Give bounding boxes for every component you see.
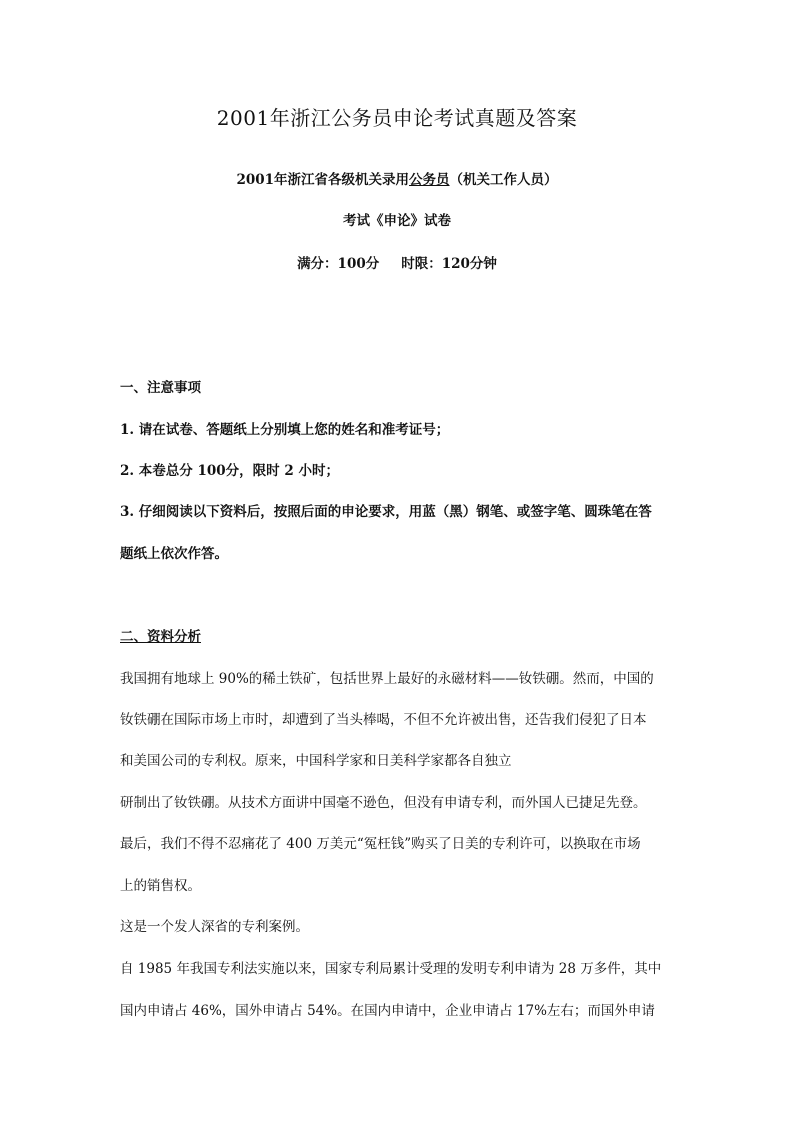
notice-item-2: 2. 本卷总分 100分，限时 2 小时； [120, 463, 339, 479]
time-limit: 时限：120分钟 [401, 256, 497, 272]
material-line-2: 钕铁硼在国际市场上市时，却遭到了当头棒喝，不但不允许被出售，还告我们侵犯了日本 [120, 712, 647, 728]
document-title: 2001年浙江公务员申论考试真题及答案 [216, 106, 578, 130]
material-line-6: 上的销售权。 [120, 878, 201, 894]
notice-heading: 一、注意事项 [120, 380, 201, 396]
material-line-3: 和美国公司的专利权。原来，中国科学家和日美科学家都各自独立 [120, 753, 512, 769]
material-heading: 二、资料分析 [120, 629, 201, 645]
subtitle-text-after: （机关工作人员） [449, 172, 558, 188]
subtitle-text-before: 2001年浙江省各级机关录用 [236, 172, 410, 188]
document-subtitle [0, 170, 794, 190]
notice-item-3: 3. 仔细阅读以下资料后，按照后面的申论要求，用蓝（黑）钢笔、或签字笔、圆珠笔在答 [120, 504, 652, 520]
exam-name: 考试《申论》试卷 [343, 213, 451, 229]
material-line-8: 自 1985 年我国专利法实施以来，国家专利局累计受理的发明专利申请为 28 万多件，其中 [120, 961, 662, 977]
subtitle-underlined-term: 公务员 [409, 172, 450, 188]
notice-item-3-continued: 题纸上依次作答。 [120, 546, 228, 562]
exam-meta [0, 254, 794, 274]
material-line-1: 我国拥有地球上 90%的稀土铁矿，包括世界上最好的永磁材料——钕铁硼。然而，中国的 [120, 671, 654, 687]
material-line-9: 国内申请占 46%，国外申请占 54%。在国内申请中，企业申请占 17%左右；而国外申请 [120, 1003, 655, 1019]
material-line-4: 研制出了钕铁硼。从技术方面讲中国毫不逊色，但没有申请专利，而外国人已捷足先登。 [120, 795, 647, 811]
material-line-5: 最后，我们不得不忍痛花了 400 万美元“冤枉钱”购买了日美的专利许可，以换取在市场 [120, 836, 641, 852]
notice-item-1: 1. 请在试卷、答题纸上分别填上您的姓名和准考证号； [120, 422, 450, 438]
full-score: 满分：100分 [297, 256, 380, 272]
material-line-7: 这是一个发人深省的专利案例。 [120, 919, 309, 935]
